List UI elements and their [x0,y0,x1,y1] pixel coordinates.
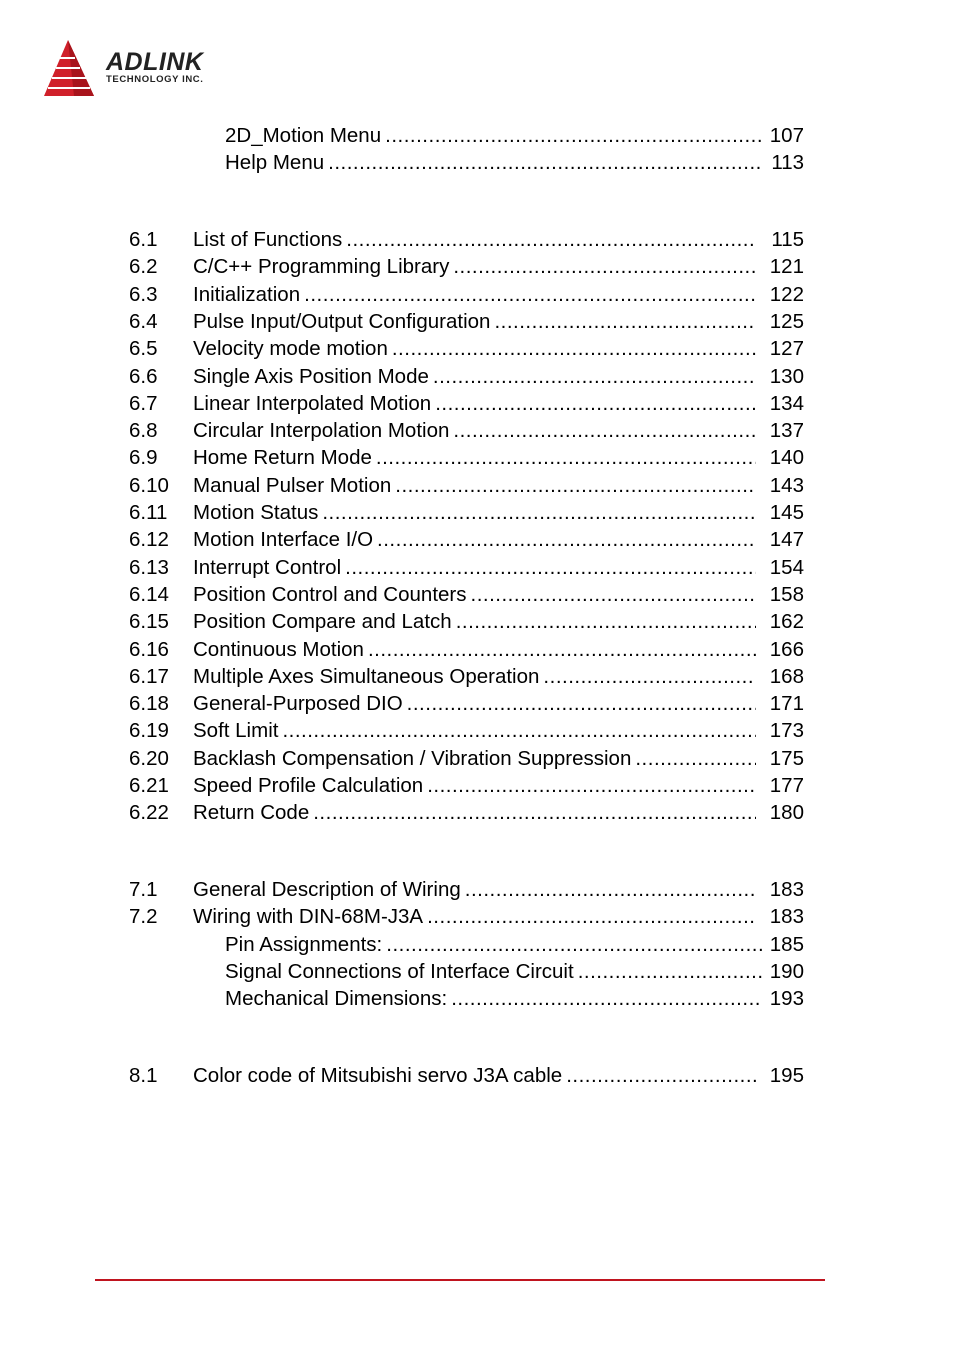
toc-number: 6.7 [129,391,158,415]
toc-title: Speed Profile Calculation [193,774,424,797]
toc-page-number: 134 [769,391,804,415]
toc-entry[interactable] [129,1062,804,1089]
toc-page-number: 121 [769,255,804,279]
toc-page-number: 183 [769,878,804,901]
toc-leader-dots [395,472,756,499]
toc-subentry[interactable] [129,149,804,176]
logo-sub-text: TECHNOLOGY INC. [106,74,204,85]
toc-leader-dots [433,363,756,390]
toc-number: 6.13 [129,555,169,579]
toc-leader-dots [313,799,756,826]
toc-title: Pin Assignments: [225,932,383,956]
toc-entry[interactable] [129,717,804,744]
toc-number: 6.19 [129,719,169,743]
toc-number: 6.10 [129,473,169,497]
toc-title: Velocity mode motion [193,337,388,361]
toc-page-number: 162 [769,610,804,634]
toc-page-number: 147 [769,528,804,552]
toc-title: Position Control and Counters [193,582,467,606]
toc-entry[interactable] [129,308,804,335]
toc-entry[interactable] [129,554,804,581]
toc-leader-dots [328,149,762,176]
toc-title: Help Menu [225,151,325,175]
toc-leader-dots [345,554,756,581]
toc-leader-dots [566,1062,756,1089]
toc-title: General-Purposed DIO [193,692,403,716]
toc-entry[interactable] [129,799,804,826]
toc-number: 6.3 [129,282,158,306]
toc-leader-dots [456,608,756,635]
toc-title: Wiring with DIN-68M-J3A [193,905,424,929]
toc-title: Backlash Compensation / Vibration Suppression [193,746,632,770]
toc-page-number: 173 [769,719,804,743]
toc-page-number: 140 [769,446,804,470]
toc-title: Home Return Mode [193,446,372,470]
toc-subentry[interactable] [129,931,804,958]
toc-page-number: 107 [769,124,804,147]
toc-title: Position Compare and Latch [193,610,452,634]
toc-leader-dots [635,745,756,772]
toc-leader-dots [368,636,756,663]
toc-page-number: 166 [769,637,804,661]
toc-entry[interactable] [129,876,804,903]
toc-title: Linear Interpolated Motion [193,391,432,415]
adlink-triangle-icon [40,38,104,100]
toc-leader-dots [376,444,756,471]
toc-entry[interactable] [129,281,804,308]
toc-number: 6.21 [129,774,169,797]
toc-number: 6.12 [129,528,169,552]
toc-title: Initialization [193,282,301,306]
toc-title: Return Code [193,801,310,825]
toc-title: Pulse Input/Output Configuration [193,309,491,333]
toc-number: 6.4 [129,309,158,333]
toc-entry[interactable] [129,690,804,717]
logo-brand-text: ADLINK [106,48,204,76]
toc-leader-dots [453,417,756,444]
toc-title: Soft Limit [193,719,279,743]
toc-leader-dots [346,226,756,253]
toc-leader-dots [282,717,756,744]
toc-number: 6.20 [129,746,169,770]
toc-number: 6.16 [129,637,169,661]
toc-entry[interactable] [129,608,804,635]
toc-page-number: 137 [769,419,804,443]
toc-leader-dots [427,772,756,799]
toc-subentry[interactable] [129,958,804,985]
toc-leader-dots [451,985,762,1012]
toc-title: 2D_Motion Menu [225,124,382,147]
toc-number: 6.2 [129,255,158,279]
toc-page-number: 122 [769,282,804,306]
toc-leader-dots [471,581,757,608]
toc-entry[interactable] [129,253,804,280]
toc-number: 7.2 [129,905,158,929]
toc-entry[interactable] [129,772,804,799]
toc-page-number: 125 [769,309,804,333]
toc-leader-dots [427,903,756,930]
toc-entry[interactable] [129,745,804,772]
toc-entry[interactable] [129,903,804,930]
toc-leader-dots [304,281,756,308]
toc-page-number: 127 [769,337,804,361]
toc-entry[interactable] [129,363,804,390]
toc-page-number: 171 [769,692,804,716]
toc-page-number: 115 [771,228,804,251]
toc-title: List of Functions [193,228,343,251]
toc-title: Motion Status [193,501,319,524]
toc-title: Signal Connections of Interface Circuit [225,959,574,983]
toc-page-number: 168 [769,664,804,688]
toc-number: 6.17 [129,664,169,688]
toc-title: Color code of Mitsubishi servo J3A cable [193,1064,563,1087]
toc-number: 6.5 [129,337,158,361]
toc-number: 6.1 [129,228,158,251]
footer-rule [95,1279,825,1281]
toc-leader-dots [543,663,756,690]
toc-number: 6.22 [129,801,169,825]
toc-entry[interactable] [129,472,804,499]
toc-page-number: 185 [769,932,804,956]
toc-entry[interactable] [129,663,804,690]
toc-page-number: 190 [769,959,804,983]
toc-title: Motion Interface I/O [193,528,374,552]
toc-title: General Description of Wiring [193,878,461,901]
toc-leader-dots [435,390,756,417]
adlink-logo [40,38,240,100]
toc-subentry[interactable] [129,122,804,149]
toc-page-number: 177 [769,774,804,797]
toc-page-number: 193 [769,987,804,1011]
toc-leader-dots [322,499,756,526]
toc-leader-dots [377,526,756,553]
toc-entry[interactable] [129,335,804,362]
toc-leader-dots [494,308,756,335]
toc-number: 6.11 [129,501,168,524]
toc-page-number: 145 [769,501,804,524]
toc-number: 6.8 [129,419,158,443]
toc-page-number: 158 [769,582,804,606]
toc-entry[interactable] [129,636,804,663]
toc-title: Multiple Axes Simultaneous Operation [193,664,540,688]
toc-number: 6.14 [129,582,169,606]
toc-page-number: 195 [769,1064,804,1087]
toc-title: Manual Pulser Motion [193,473,392,497]
toc-number: 6.6 [129,364,158,388]
toc-leader-dots [453,253,756,280]
toc-title: Single Axis Position Mode [193,364,429,388]
toc-page-number: 183 [769,905,804,929]
toc-leader-dots [578,958,762,985]
toc-title: Mechanical Dimensions: [225,987,448,1011]
toc-entry[interactable] [129,581,804,608]
toc-number: 8.1 [129,1064,158,1087]
toc-page-number: 154 [769,555,804,579]
toc-number: 6.18 [129,692,169,716]
toc-entry[interactable] [129,526,804,553]
toc-leader-dots [465,876,756,903]
toc-title: Interrupt Control [193,555,342,579]
toc-entry[interactable] [129,417,804,444]
toc-number: 6.15 [129,610,169,634]
toc-entry[interactable] [129,444,804,471]
toc-title: C/C++ Programming Library [193,255,450,279]
toc-entry[interactable] [129,226,804,253]
toc-page-number: 143 [769,473,804,497]
toc-entry[interactable] [129,499,804,526]
toc-page-number: 175 [769,746,804,770]
toc-number: 7.1 [129,878,158,901]
toc-page-number: 130 [769,364,804,388]
toc-entry[interactable] [129,390,804,417]
toc-title: Continuous Motion [193,637,364,661]
toc-leader-dots [386,931,762,958]
toc-leader-dots [392,335,756,362]
toc-leader-dots [407,690,756,717]
toc-leader-dots [385,122,762,149]
toc-page-number: 180 [769,801,804,825]
toc-page-number: 113 [771,151,804,175]
toc-number: 6.9 [129,446,158,470]
toc-subentry[interactable] [129,985,804,1012]
toc-title: Circular Interpolation Motion [193,419,450,443]
